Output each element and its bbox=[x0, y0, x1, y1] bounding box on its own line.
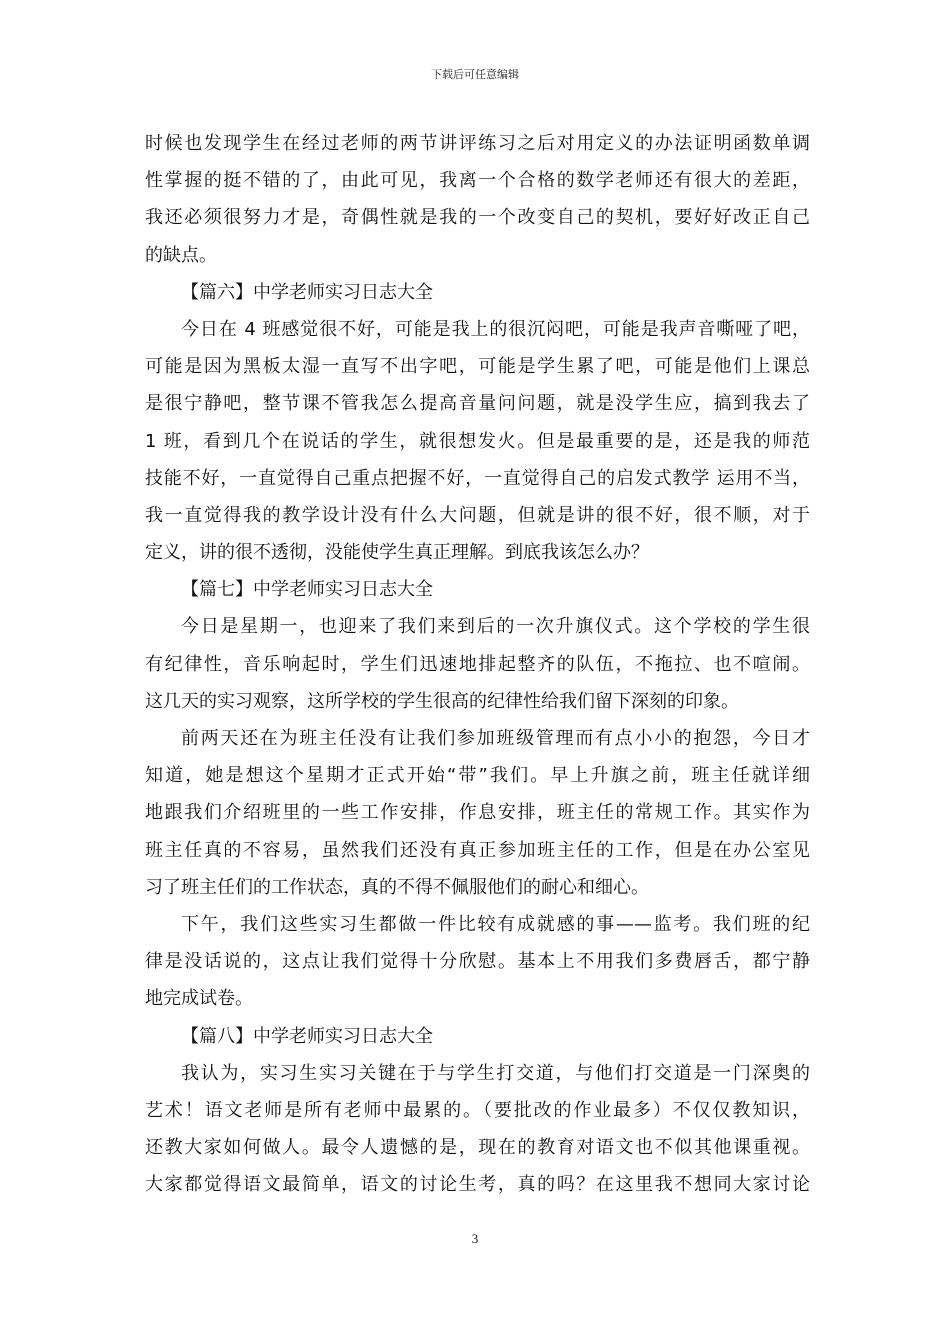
text-line: 定义，讲的很不透彻，没能使学生真正理解。到底我该怎么办？ bbox=[145, 542, 649, 564]
text-line: 知道，她是想这个星期才正式开始“带”我们。早上升旗之前，班主任就详细 bbox=[145, 765, 810, 787]
text-line: 大家都觉得语文最简单，语文的讨论生考，真的吗？在这里我不想同大家讨论 bbox=[145, 1174, 810, 1196]
text-line: 还教大家如何做人。最令人遗憾的是，现在的教育对语文也不似其他课重视。 bbox=[145, 1137, 810, 1159]
text-line: 【篇六】中学老师实习日志大全 bbox=[181, 281, 433, 303]
text-line: 我还必须很努力才是，奇偶性就是我的一个改变自己的契机，要好好改正自己 bbox=[145, 207, 810, 229]
page-number: 3 bbox=[471, 1231, 479, 1246]
text-line: 时候也发现学生在经过老师的两节讲评练习之后对用定义的办法证明函数单调 bbox=[145, 133, 810, 154]
text-line: 今日在 4 班感觉很不好，可能是我上的很沉闷吧，可能是我声音嘶哑了吧， bbox=[181, 318, 810, 340]
text-line: 地跟我们介绍班里的一些工作安排，作息安排，班主任的常规工作。其实作为 bbox=[145, 802, 810, 824]
body-text bbox=[145, 125, 810, 1203]
text-line: 艺术！语文老师是所有老师中最累的。（要批改的作业最多）不仅仅教知识， bbox=[145, 1099, 810, 1121]
text-line: 1 班，看到几个在说话的学生，就很想发火。但是最重要的是，还是我的师范 bbox=[145, 430, 810, 452]
text-line: 有纪律性，音乐响起时，学生们迅速地排起整齐的队伍，不拖拉、也不喧闹。 bbox=[145, 653, 810, 675]
page-header: 下载后可任意编辑 bbox=[431, 68, 519, 81]
text-line: 下午，我们这些实习生都做一件比较有成就感的事——监考。我们班的纪 bbox=[181, 913, 810, 935]
text-line: 地完成试卷。 bbox=[145, 988, 253, 1010]
text-line: 是很宁静吧，整节课不管我怎么提高音量问问题，就是没学生应，搞到我去了 bbox=[145, 393, 810, 415]
text-line: 这几天的实习观察，这所学校的学生很高的纪律性给我们留下深刻的印象。 bbox=[145, 690, 739, 712]
text-line: 性掌握的挺不错的了，由此可见，我离一个合格的数学老师还有很大的差距， bbox=[145, 170, 810, 192]
text-line: 我一直觉得我的教学设计没有什么大问题，但就是讲的很不好，很不顺，对于 bbox=[145, 504, 810, 526]
text-line: 的缺点。 bbox=[145, 244, 217, 266]
text-line: 技能不好，一直觉得自己重点把握不好，一直觉得自己的启发式教学 运用不当， bbox=[145, 467, 810, 489]
text-line: 班主任真的不容易，虽然我们还没有真正参加班主任的工作，但是在办公室见 bbox=[145, 839, 810, 861]
text-line: 【篇八】中学老师实习日志大全 bbox=[181, 1025, 433, 1047]
text-line: 我认为，实习生实习关键在于与学生打交道，与他们打交道是一门深奥的 bbox=[181, 1062, 810, 1084]
text-line: 前两天还在为班主任没有让我们参加班级管理而有点小小的抱怨，今日才 bbox=[181, 728, 810, 749]
text-line: 习了班主任们的工作状态，真的不得不佩服他们的耐心和细心。 bbox=[145, 876, 649, 898]
text-line: 【篇七】中学老师实习日志大全 bbox=[181, 579, 433, 601]
text-line: 可能是因为黑板太湿一直写不出字吧，可能是学生累了吧，可能是他们上课总 bbox=[145, 356, 810, 378]
text-line: 今日是星期一，也迎来了我们来到后的一次升旗仪式。这个学校的学生很 bbox=[181, 616, 810, 638]
text-line: 律是没话说的，这点让我们觉得十分欣慰。基本上不用我们多费唇舌，都宁静 bbox=[145, 951, 810, 973]
